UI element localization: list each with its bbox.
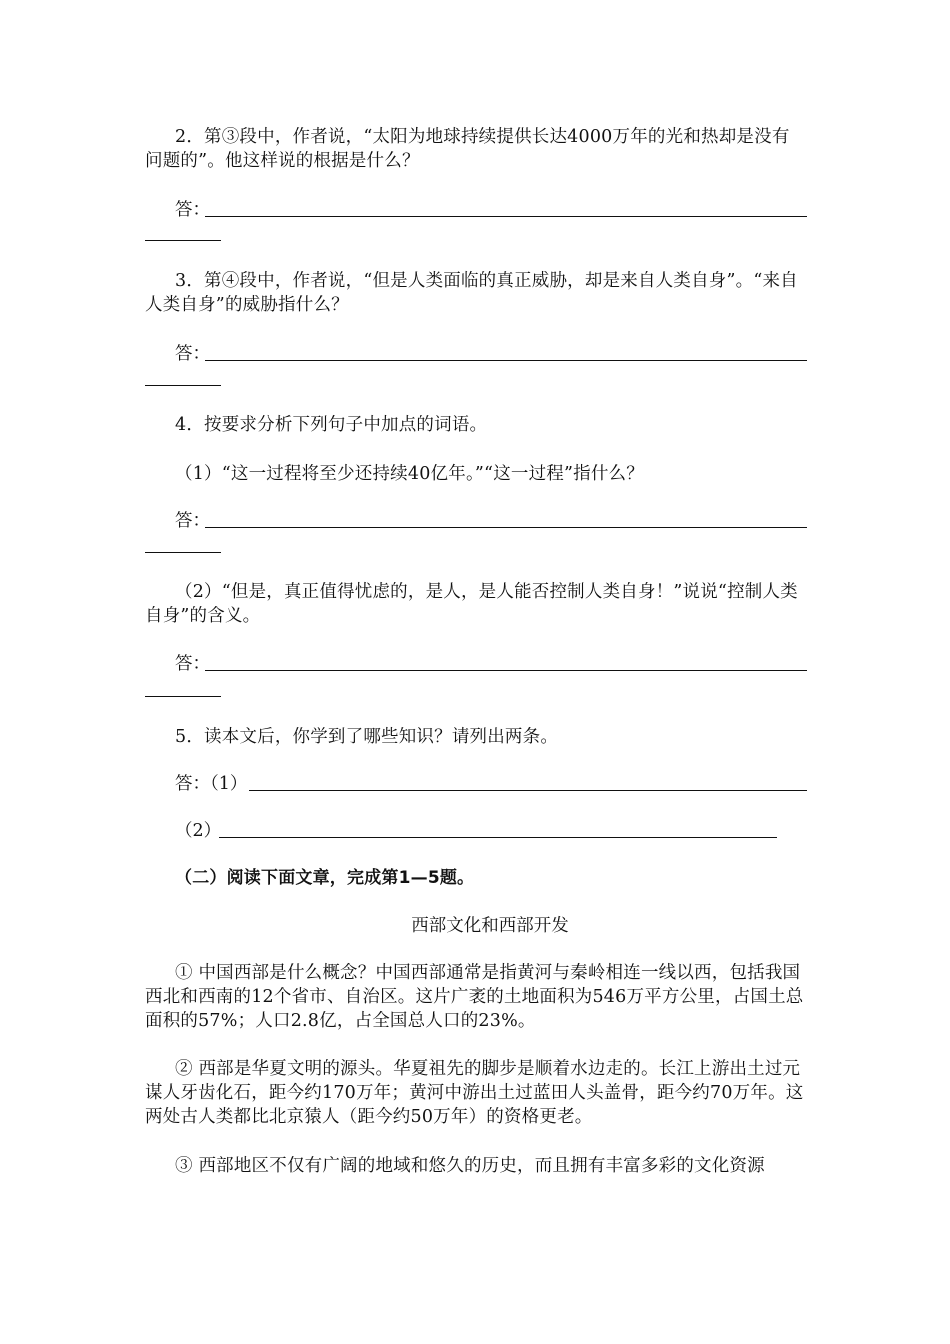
question-4-sub2-answer[interactable]: [145, 652, 807, 676]
answer-label: 答：（1）: [175, 774, 248, 794]
article-paragraph-3: ③ 西部地区不仅有广阔的地域和悠久的历史，而且拥有丰富多彩的文化资源: [175, 1156, 765, 1176]
question-2-text: 2．第③段中，作者说，“太阳为地球持续提供长达4000万年的光和热却是没有问题的”。他这样说的根据是什么？: [145, 127, 790, 171]
question-2-answer[interactable]: [145, 198, 807, 222]
question-3-text: 3．第④段中，作者说，“但是人类面临的真正威胁，却是来自人类自身”。“来自人类自身”的威胁指什么？: [145, 271, 798, 315]
section-2-heading: （二）阅读下面文章，完成第1—5题。: [175, 868, 475, 888]
article-paragraph-2: ② 西部是华夏文明的源头。华夏祖先的脚步是顺着水边走的。长江上游出土过元谋人牙齿化石，距今约170万年；黄河中游出土过蓝田人头盖骨，距今约70万年。这两处古人类都比北京猿人（距今约50万年）的资格更老。: [145, 1059, 804, 1127]
answer-label: 答：: [175, 654, 210, 674]
answer-label: 答：: [175, 511, 210, 531]
question-3-answer[interactable]: [145, 342, 807, 366]
question-5-text: 5．读本文后，你学到了哪些知识？请列出两条。: [175, 727, 559, 747]
question-4-text: 4．按要求分析下列句子中加点的词语。: [175, 415, 488, 435]
question-5-answer-1[interactable]: [145, 772, 807, 796]
article-paragraph-1: ① 中国西部是什么概念？中国西部通常是指黄河与秦岭相连一线以西，包括我国西北和西南的12个省市、自治区。这片广袤的土地面积为546万平方公里，占国土总面积的57%；人口2.8亿，占全国总人口的23%。: [145, 963, 804, 1031]
answer-blank-line[interactable]: [219, 837, 777, 838]
answer-blank-line-continuation[interactable]: [145, 552, 221, 553]
article-title: 西部文化和西部开发: [411, 916, 569, 936]
answer-blank-line-continuation[interactable]: [145, 385, 221, 386]
answer-blank-line[interactable]: [205, 670, 807, 671]
answer-blank-line-continuation[interactable]: [145, 696, 221, 697]
answer-label: （2）: [175, 821, 222, 841]
answer-label: 答：: [175, 344, 210, 364]
question-4-sub2: （2）“但是，真正值得忧虑的，是人，是人能否控制人类自身！”说说“控制人类自身”的含义。: [145, 582, 798, 626]
answer-blank-line-continuation[interactable]: [145, 240, 221, 241]
question-4-sub1-answer[interactable]: [145, 509, 807, 533]
answer-blank-line[interactable]: [205, 360, 807, 361]
question-5-answer-2[interactable]: [145, 819, 807, 843]
answer-blank-line[interactable]: [249, 790, 807, 791]
answer-blank-line[interactable]: [205, 216, 807, 217]
answer-blank-line[interactable]: [205, 527, 807, 528]
question-4-sub1: （1）“这一过程将至少还持续40亿年。”“这一过程”指什么？: [175, 464, 644, 484]
answer-label: 答：: [175, 200, 210, 220]
